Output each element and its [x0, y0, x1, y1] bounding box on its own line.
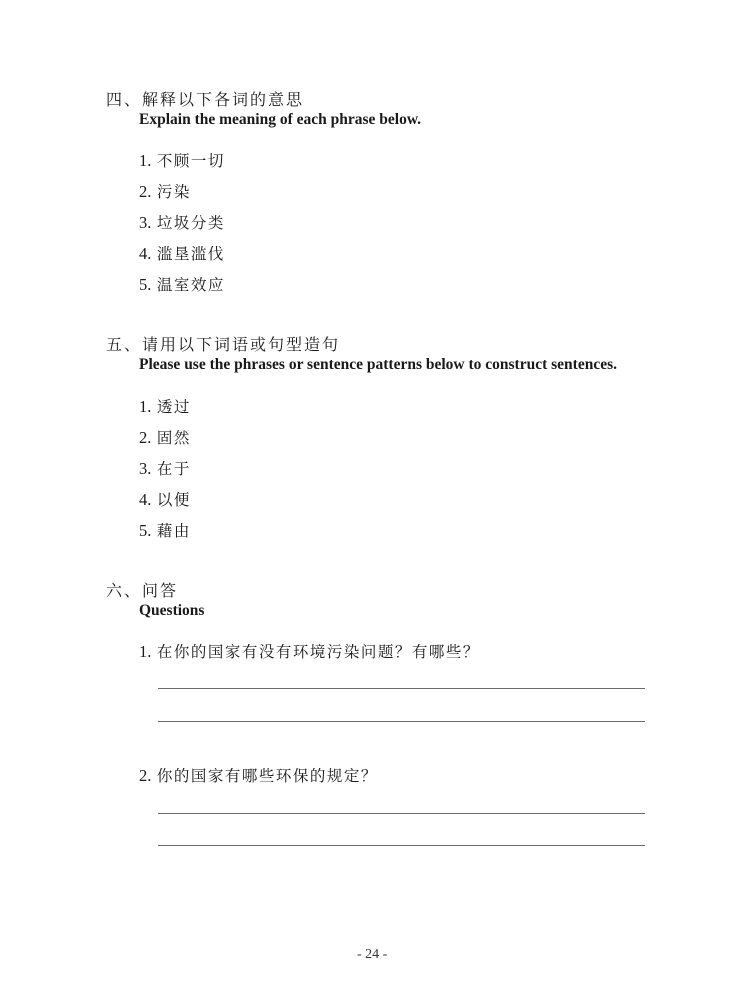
item-number: 3. — [139, 459, 152, 478]
answer-line[interactable] — [158, 721, 645, 722]
item-text: 垃圾分类 — [156, 214, 225, 232]
section-4-item-3 — [139, 211, 225, 233]
item-text: 藉由 — [156, 522, 191, 540]
question-2 — [139, 764, 378, 786]
item-text: 在于 — [156, 460, 191, 478]
section-5-title: 五、请用以下词语或句型造句 — [106, 335, 341, 354]
item-text: 透过 — [156, 398, 191, 416]
item-number: 5. — [139, 275, 152, 294]
section-6-title: 六、问答 — [106, 581, 179, 600]
section-4-item-2 — [139, 180, 191, 202]
section-5-item-2 — [139, 426, 191, 448]
item-text: 滥垦滥伐 — [156, 245, 225, 263]
section-4-item-4 — [139, 242, 225, 264]
question-1 — [139, 640, 480, 662]
item-number: 2. — [139, 766, 152, 785]
item-text: 你的国家有哪些环保的规定？ — [156, 767, 378, 785]
item-number: 3. — [139, 213, 152, 232]
item-text: 固然 — [156, 429, 191, 447]
item-number: 5. — [139, 521, 152, 540]
section-5-item-3 — [139, 457, 191, 479]
item-number: 1. — [139, 642, 152, 661]
item-text: 污染 — [156, 183, 191, 201]
page-number: - 24 - — [357, 947, 388, 962]
item-text: 以便 — [156, 491, 191, 509]
item-number: 4. — [139, 490, 152, 509]
answer-line[interactable] — [158, 688, 645, 689]
section-4-title: 四、解释以下各词的意思 — [106, 90, 305, 109]
answer-line[interactable] — [158, 813, 645, 814]
section-6-subtitle: Questions — [139, 602, 205, 619]
item-number: 2. — [139, 428, 152, 447]
item-text: 不顾一切 — [156, 152, 225, 170]
section-5-subtitle: Please use the phrases or sentence patterns below to construct sentences. — [139, 356, 617, 373]
section-4-item-1 — [139, 149, 225, 171]
answer-line[interactable] — [158, 845, 645, 846]
section-4-item-5 — [139, 273, 225, 295]
item-number: 1. — [139, 397, 152, 416]
item-number: 4. — [139, 244, 152, 263]
section-5-item-4 — [139, 488, 191, 510]
item-number: 1. — [139, 151, 152, 170]
section-5-item-5 — [139, 519, 191, 541]
item-text: 在你的国家有没有环境污染问题？有哪些？ — [156, 643, 480, 661]
item-text: 温室效应 — [156, 276, 225, 294]
item-number: 2. — [139, 182, 152, 201]
section-5-item-1 — [139, 395, 191, 417]
section-4-subtitle: Explain the meaning of each phrase below. — [139, 111, 422, 128]
